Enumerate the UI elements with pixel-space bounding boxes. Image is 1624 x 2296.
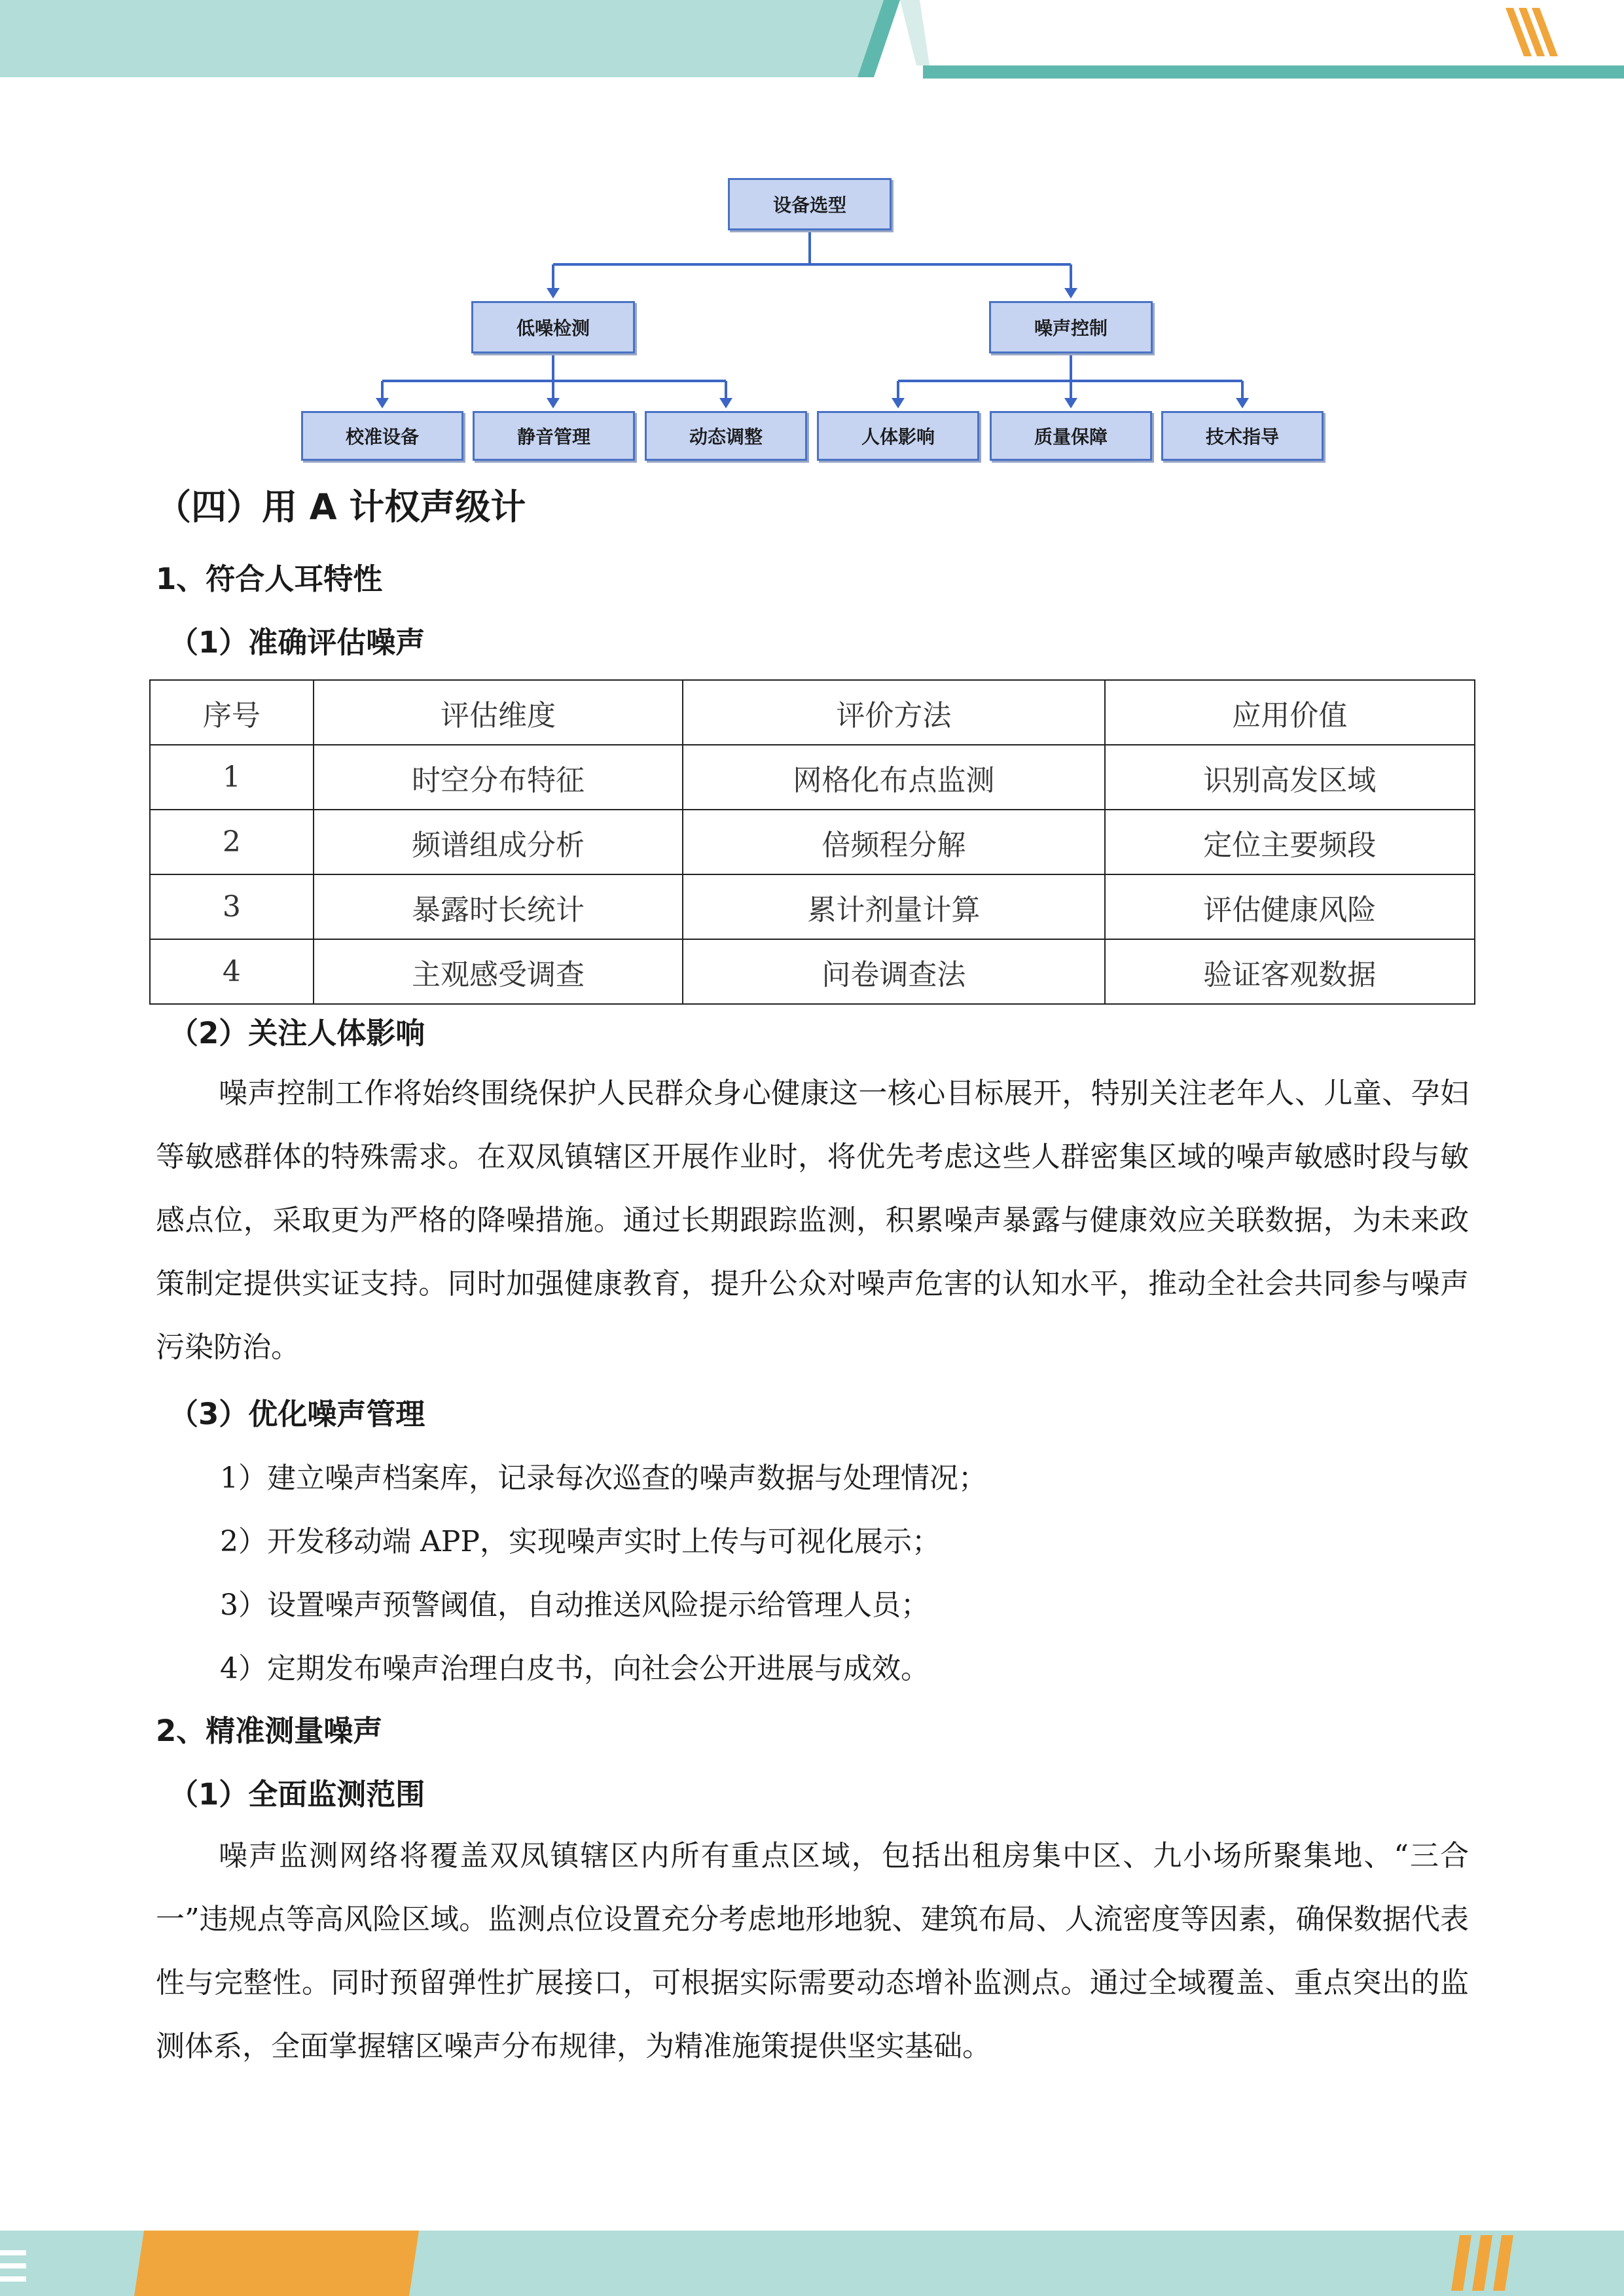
list-item: 3）设置噪声预警阈值，自动推送风险提示给管理人员； [220,1588,929,1622]
table-header-cell: 评价方法 [683,680,1104,745]
table-header-row [150,680,1475,745]
table-header-cell: 评估维度 [314,680,683,745]
org-node-leaf: 技术指导 [1161,411,1324,461]
table-cell: 频谱组成分析 [314,810,683,874]
table-row [150,939,1475,1004]
evaluation-table [149,679,1475,1005]
list-item: 1）建立噪声档案库，记录每次巡查的噪声数据与处理情况； [220,1462,987,1495]
table-cell: 主观感受调查 [314,939,683,1004]
sub-subsection-title: （3）优化噪声管理 [169,1397,425,1431]
body-paragraph: 噪声控制工作将始终围绕保护人民群众身心健康这一核心目标展开，特别关注老年人、儿童、孕妇等敏感群体的特殊需求。在双凤镇辖区开展作业时，将优先考虑这些人群密集区域的噪声敏感时段与敏感点位，采取更为严格的降噪措施。通过长期跟踪监测，积累噪声暴露与健康效应关联数据，为未来政策制定提供实证支持。同时加强健康教育，提升公众对噪声危害的认知水平，推动全社会共同参与噪声污染防治。 [156,1077,1469,1364]
org-node-leaf: 校准设备 [301,411,463,461]
table-row [150,810,1475,874]
org-chart-connectors [0,0,1624,471]
table-header-cell: 应用价值 [1105,680,1475,745]
table-cell: 验证客观数据 [1105,939,1475,1004]
list-item: 2）开发移动端 APP，实现噪声实时上传与可视化展示； [220,1525,941,1558]
sub-subsection-title: （2）关注人体影响 [169,1016,425,1050]
table-cell: 2 [150,810,314,874]
table-cell: 识别高发区域 [1105,745,1475,810]
section-title: （四）用 A 计权声级计 [156,486,526,528]
org-node-branch: 低噪检测 [471,301,635,353]
table-cell: 网格化布点监测 [683,745,1104,810]
table-cell: 问卷调查法 [683,939,1104,1004]
org-node-leaf: 静音管理 [473,411,635,461]
table-cell: 3 [150,874,314,939]
table-cell: 时空分布特征 [314,745,683,810]
sub-subsection-title: （1）全面监测范围 [169,1777,425,1812]
body-paragraph: 噪声监测网络将覆盖双凤镇辖区内所有重点区域，包括出租房集中区、九小场所聚集地、“三合一”违规点等高风险区域。监测点位设置充分考虑地形地貌、建筑布局、人流密度等因素，确保数据代表性与完整性。同时预留弹性扩展接口，可根据实际需要动态增补监测点。通过全域覆盖、重点突出的监测体系，全面掌握辖区噪声分布规律，为精准施策提供坚实基础。 [156,1839,1469,2063]
org-node-root: 设备选型 [728,178,892,230]
subsection-title: 1、符合人耳特性 [156,562,383,596]
sub-subsection-title: （1）准确评估噪声 [169,625,425,660]
table-cell: 累计剂量计算 [683,874,1104,939]
table-cell: 4 [150,939,314,1004]
table-cell: 倍频程分解 [683,810,1104,874]
org-node-leaf: 动态调整 [645,411,807,461]
org-node-leaf: 人体影响 [817,411,979,461]
org-node-leaf: 质量保障 [990,411,1152,461]
table-cell: 1 [150,745,314,810]
list-item: 4）定期发布噪声治理白皮书，向社会公开进展与成效。 [220,1652,929,1685]
subsection-title: 2、精准测量噪声 [156,1713,383,1748]
table-header-cell: 序号 [150,680,314,745]
table-row [150,745,1475,810]
org-node-branch: 噪声控制 [989,301,1153,353]
table-cell: 暴露时长统计 [314,874,683,939]
table-cell: 评估健康风险 [1105,874,1475,939]
table-row [150,874,1475,939]
table-cell: 定位主要频段 [1105,810,1475,874]
